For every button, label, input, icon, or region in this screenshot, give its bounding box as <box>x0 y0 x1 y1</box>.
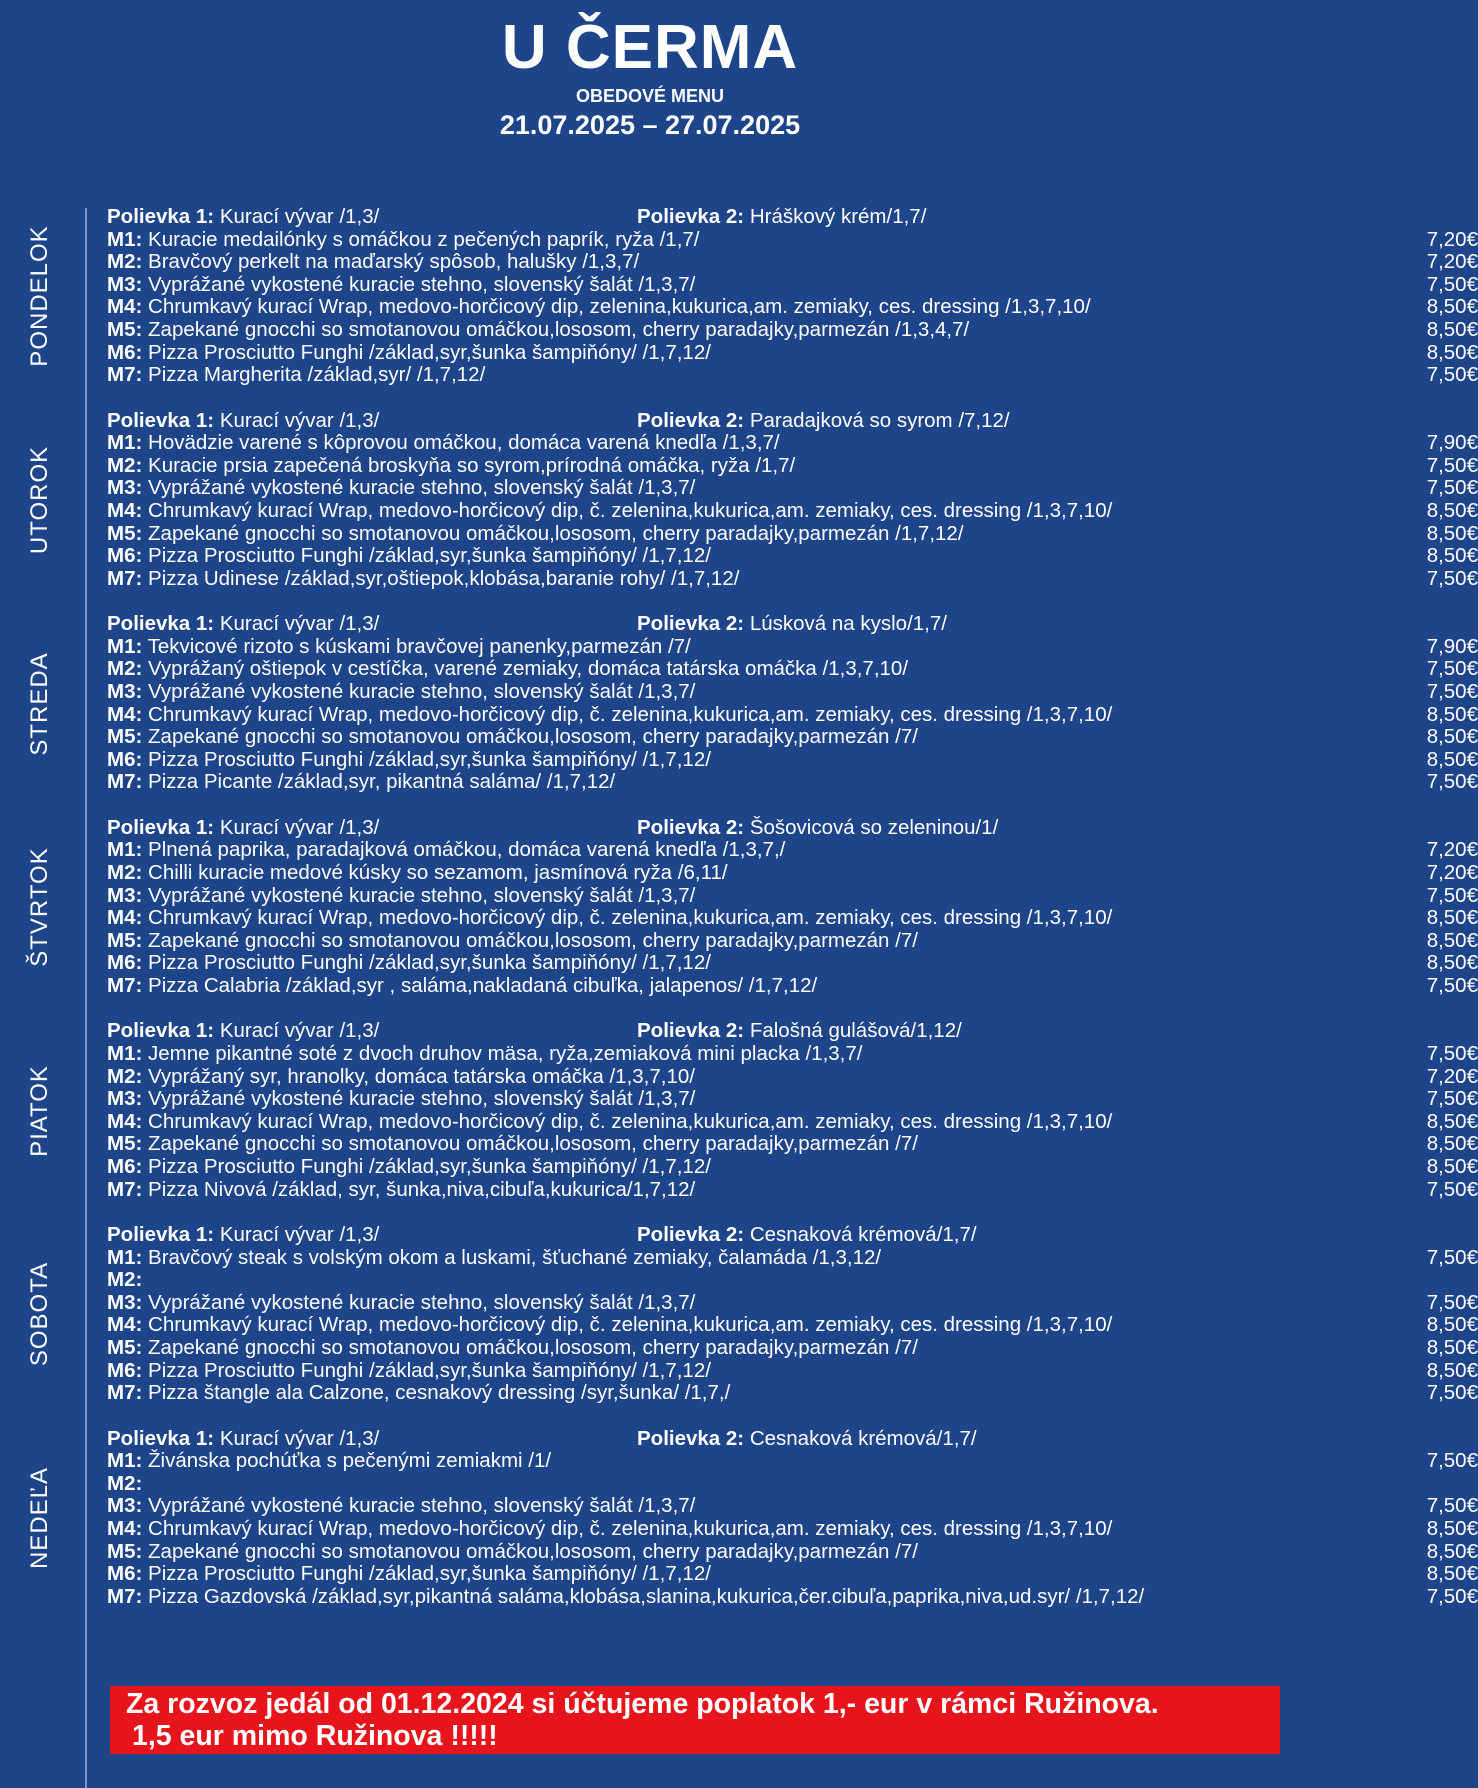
soup2-label: Polievka 2: <box>637 815 745 839</box>
item-code: M7: <box>107 566 143 590</box>
soup2-name: Paradajková so syrom /7,12/ <box>749 408 1010 432</box>
menu-item <box>107 1064 1478 1089</box>
item-code: M1: <box>107 634 143 658</box>
item-code: M5: <box>107 725 143 749</box>
menu-item <box>107 725 1478 749</box>
item-code: M1: <box>107 1245 143 1269</box>
item-price: 8,50€ <box>1426 1132 1478 1156</box>
item-price: 7,50€ <box>1426 476 1478 500</box>
item-price: 8,50€ <box>1426 1516 1478 1540</box>
item-name: Bravčový perkelt na maďarský spôsob, halušky /1,3,7/ <box>148 250 640 274</box>
item-name: Vyprážané vykostené kuracie stehno, slovenský šalát /1,3,7/ <box>148 272 696 296</box>
soup2-name: Hráškový krém/1,7/ <box>749 205 927 228</box>
day-label: NEDEĽA <box>26 1466 53 1570</box>
soup2-label: Polievka 2: <box>637 1223 745 1246</box>
item-code: M2: <box>107 1064 143 1088</box>
item-code: M2: <box>107 453 143 477</box>
menu-item <box>107 1584 1478 1609</box>
item-code: M5: <box>107 1336 143 1359</box>
menu-item <box>107 498 1478 523</box>
soup1-label: Polievka 1: <box>107 612 215 636</box>
item-name: Chrumkavý kurací Wrap, medovo-horčicový dip, č. zelenina,kukurica,am. zemiaky, ces. dressing /1,3,7,10/ <box>148 1109 1113 1133</box>
menu-subtitle: OBEDOVÉ MENU <box>575 86 725 106</box>
item-name: Vyprážané vykostené kuracie stehno, slovenský šalát /1,3,7/ <box>148 883 696 907</box>
item-price: 7,20€ <box>1426 860 1478 884</box>
soup1-label: Polievka 1: <box>107 815 215 839</box>
soup2-name: Cesnaková krémová/1,7/ <box>749 1426 977 1450</box>
item-name: Zapekané gnocchi so smotanovou omáčkou,lososom, cherry paradajky,parmezán /7/ <box>148 725 918 749</box>
item-name: Jemne pikantné soté z dvoch druhov mäsa, ryža,zemiaková mini placka /1,3,7/ <box>148 1041 863 1065</box>
menu-item <box>107 702 1478 727</box>
item-price: 7,20€ <box>1426 1064 1478 1088</box>
delivery-notice <box>110 1686 1280 1754</box>
soup1-label: Polievka 1: <box>107 408 215 432</box>
soup1-name: Kurací vývar /1,3/ <box>219 408 380 432</box>
day-block <box>0 1426 1478 1609</box>
menu-item <box>107 1358 1478 1383</box>
item-code: M6: <box>107 951 143 975</box>
menu-item <box>107 1516 1478 1541</box>
soup2-label: Polievka 2: <box>637 612 745 636</box>
menu-item <box>107 634 1478 659</box>
item-code: M3: <box>107 1087 143 1111</box>
soup-row <box>107 205 927 229</box>
soup2-name: Cesnaková krémová/1,7/ <box>749 1223 977 1246</box>
soup1-name: Kurací vývar /1,3/ <box>219 205 380 228</box>
menu-item <box>107 318 1478 342</box>
item-code: M2: <box>107 1268 143 1292</box>
menu-item <box>107 1449 1478 1473</box>
menu-item <box>107 860 1478 885</box>
item-code: M4: <box>107 702 143 726</box>
menu-item <box>107 1494 1478 1518</box>
soup-row <box>107 408 1010 433</box>
item-name: Pizza Prosciutto Funghi /základ,syr,šunka šampiňóny/ /1,7,12/ <box>148 1562 711 1586</box>
day-block <box>0 1019 1478 1201</box>
item-price: 8,50€ <box>1426 521 1478 545</box>
item-price: 8,50€ <box>1426 295 1478 319</box>
item-name: Vyprážaný oštiepok v cestíčka, varené zemiaky, domáca tatárska omáčka /1,3,7,10/ <box>148 657 909 681</box>
item-code: M3: <box>107 476 143 500</box>
item-price: 7,50€ <box>1426 363 1478 387</box>
item-price: 8,50€ <box>1426 702 1478 726</box>
item-code: M2: <box>107 657 143 681</box>
item-name: Hovädzie varené s kôprovou omáčkou, domáca varená knedľa /1,3,7/ <box>148 431 780 455</box>
soup2-name: Šošovicová so zeleninou/1/ <box>749 815 999 839</box>
menu-item <box>107 431 1478 455</box>
item-name: Chilli kuracie medové kúsky so sezamom, jasmínová ryža /6,11/ <box>148 860 728 884</box>
soup2-label: Polievka 2: <box>637 205 745 228</box>
soup1-label: Polievka 1: <box>107 205 215 228</box>
item-code: M2: <box>107 1471 143 1495</box>
item-code: M6: <box>107 1562 143 1586</box>
item-name: Plnená paprika, paradajková omáčkou, domáca varená knedľa /1,3,7,/ <box>148 838 786 862</box>
item-name: Pizza Udinese /základ,syr,oštiepok,klobása,baranie rohy/ /1,7,12/ <box>148 566 740 590</box>
item-name: Vyprážané vykostené kuracie stehno, slovenský šalát /1,3,7/ <box>148 679 696 703</box>
menu-item <box>107 747 1478 772</box>
item-price: 7,50€ <box>1426 453 1478 477</box>
item-code: M5: <box>107 1539 143 1563</box>
item-code: M4: <box>107 295 143 319</box>
item-code: M1: <box>107 431 143 455</box>
item-name: Zapekané gnocchi so smotanovou omáčkou,lososom, cherry paradajky,parmezán /7/ <box>148 1132 918 1156</box>
menu-item <box>107 973 1478 998</box>
item-code: M7: <box>107 770 143 794</box>
item-price: 8,50€ <box>1426 544 1478 568</box>
soup-row <box>107 1223 977 1247</box>
menu-item <box>107 838 1478 862</box>
item-name: Pizza Prosciutto Funghi /základ,syr,šunka šampiňóny/ /1,7,12/ <box>148 544 711 568</box>
item-price: 8,50€ <box>1426 1539 1478 1563</box>
item-price: 7,50€ <box>1426 973 1478 997</box>
menu-item <box>107 1087 1478 1111</box>
item-price: 7,50€ <box>1426 1041 1478 1065</box>
item-name: Bravčový steak s volským okom a luskami, šťuchané zemiaky, čalamáda /1,3,12/ <box>148 1245 882 1269</box>
item-price: 7,50€ <box>1426 770 1478 794</box>
item-price: 7,50€ <box>1426 1381 1478 1405</box>
item-code: M2: <box>107 250 143 274</box>
menu-item <box>107 1245 1478 1270</box>
item-price: 8,50€ <box>1426 1562 1478 1586</box>
item-name: Pizza štangle ala Calzone, cesnakový dressing /syr,šunka/ /1,7,/ <box>148 1381 731 1405</box>
item-code: M1: <box>107 1041 143 1065</box>
item-price: 7,50€ <box>1426 1245 1478 1269</box>
day-label: STREDA <box>26 651 53 756</box>
item-name: Pizza Calabria /základ,syr , saláma,nakladaná cibuľka, jalapenos/ /1,7,12/ <box>148 973 818 997</box>
item-price: 7,50€ <box>1426 1584 1478 1608</box>
item-name: Chrumkavý kurací Wrap, medovo-horčicový dip, č. zelenina,kukurica,am. zemiaky, ces. dressing /1,3,7,10/ <box>148 702 1113 726</box>
menu-item <box>107 1539 1478 1564</box>
item-name: Tekvicové rizoto s kúskami bravčovej panenky,parmezán /7/ <box>147 634 691 658</box>
item-price: 7,50€ <box>1426 1290 1478 1314</box>
soup1-name: Kurací vývar /1,3/ <box>219 815 380 839</box>
item-code: M6: <box>107 544 143 568</box>
soup1-label: Polievka 1: <box>107 1223 215 1246</box>
soup1-label: Polievka 1: <box>107 1019 215 1043</box>
item-price: 7,50€ <box>1426 883 1478 907</box>
item-price: 7,50€ <box>1426 566 1478 590</box>
item-code: M1: <box>107 838 143 862</box>
menu-item <box>107 883 1478 908</box>
item-code: M4: <box>107 498 143 522</box>
item-price: 8,50€ <box>1426 1336 1478 1359</box>
item-code: M7: <box>107 1381 143 1405</box>
soup-row <box>107 1426 977 1451</box>
item-name: Pizza Prosciutto Funghi /základ,syr,šunka šampiňóny/ /1,7,12/ <box>148 1358 711 1382</box>
item-name: Chrumkavý kurací Wrap, medovo-horčicový dip, č. zelenina,kukurica,am. zemiaky, ces. dressing /1,3,7,10/ <box>148 1516 1113 1540</box>
restaurant-title: U ČERMA <box>501 13 799 82</box>
day-block <box>0 205 1478 387</box>
item-name: Zapekané gnocchi so smotanovou omáčkou,lososom, cherry paradajky,parmezán /7/ <box>148 1336 918 1359</box>
menu-item <box>107 906 1478 930</box>
soup2-name: Lúsková na kyslo/1,7/ <box>749 612 947 636</box>
menu-item <box>107 951 1478 975</box>
item-price: 7,90€ <box>1426 634 1478 658</box>
item-price: 8,50€ <box>1426 1358 1478 1382</box>
item-name: Pizza Prosciutto Funghi /základ,syr,šunka šampiňóny/ /1,7,12/ <box>148 1154 711 1178</box>
menu-item <box>107 544 1478 568</box>
menu-item <box>107 272 1478 297</box>
day-label: UTOROK <box>26 445 53 555</box>
menu-item <box>107 227 1478 252</box>
day-label: PONDELOK <box>26 225 53 368</box>
item-name: Pizza Nivová /základ, syr, šunka,niva,cibuľa,kukurica/1,7,12/ <box>148 1177 696 1201</box>
menu-item <box>107 295 1478 319</box>
item-code: M7: <box>107 1177 143 1201</box>
menu-item <box>107 1154 1478 1179</box>
soup-row <box>107 612 947 636</box>
menu-item <box>107 1381 1478 1405</box>
day-block <box>0 1223 1478 1405</box>
soup2-label: Polievka 2: <box>637 1019 745 1043</box>
item-price: 7,50€ <box>1426 1087 1478 1111</box>
item-price: 7,90€ <box>1426 431 1478 455</box>
item-name: Pizza Gazdovská /základ,syr,pikantná saláma,klobása,slanina,kukurica,čer.cibuľa,paprika,niva,ud.syr/ /1,7,12/ <box>148 1584 1145 1608</box>
item-code: M1: <box>107 1449 143 1473</box>
item-price: 7,50€ <box>1426 679 1478 703</box>
item-name: Chrumkavý kurací Wrap, medovo-horčicový dip, č. zelenina,kukurica,am. zemiaky, ces. dressing /1,3,7,10/ <box>148 1313 1113 1337</box>
soup1-name: Kurací vývar /1,3/ <box>219 1019 380 1043</box>
item-price: 7,20€ <box>1426 250 1478 274</box>
date-range: 21.07.2025 – 27.07.2025 <box>499 110 801 140</box>
item-name: Zapekané gnocchi so smotanovou omáčkou,lososom, cherry paradajky,parmezán /1,7,12/ <box>148 521 964 545</box>
item-name: Pizza Prosciutto Funghi /základ,syr,šunka šampiňóny/ /1,7,12/ <box>148 747 711 771</box>
soup2-label: Polievka 2: <box>637 408 745 432</box>
menu-item <box>107 1562 1478 1586</box>
item-name: Vyprážané vykostené kuracie stehno, slovenský šalát /1,3,7/ <box>148 1290 696 1314</box>
menu-item <box>107 928 1478 953</box>
day-label: ŠTVRTOK <box>26 847 53 967</box>
day-block <box>0 612 1478 794</box>
menu-item <box>107 1177 1478 1202</box>
item-price: 7,20€ <box>1426 227 1478 251</box>
item-code: M4: <box>107 906 143 930</box>
day-label: SOBOTA <box>26 1262 53 1367</box>
soup2 <box>637 817 998 840</box>
item-price: 7,20€ <box>1426 838 1478 862</box>
item-code: M6: <box>107 1154 143 1178</box>
item-code: M5: <box>107 1132 143 1156</box>
menu-item <box>107 657 1478 681</box>
soup1-label: Polievka 1: <box>107 1426 215 1450</box>
item-name: Kuracie prsia zapečená broskyňa so syrom,prírodná omáčka, ryža /1,7/ <box>148 453 796 477</box>
item-code: M5: <box>107 521 143 545</box>
item-price: 7,50€ <box>1426 657 1478 681</box>
item-code: M3: <box>107 1290 143 1314</box>
menu-item <box>107 566 1478 591</box>
item-name: Živánska pochúťka s pečenými zemiakmi /1/ <box>148 1449 552 1473</box>
menu-item <box>107 363 1478 387</box>
menu-item <box>107 1041 1478 1066</box>
menu-item <box>107 1473 142 1496</box>
item-name: Vyprážané vykostené kuracie stehno, slovenský šalát /1,3,7/ <box>148 1494 696 1518</box>
item-name: Pizza Prosciutto Funghi /základ,syr,šunka šampiňóny/ /1,7,12/ <box>148 340 711 364</box>
item-name: Chrumkavý kurací Wrap, medovo-horčicový dip, zelenina,kukurica,am. zemiaky, ces. dressing /1,3,7,10/ <box>148 295 1091 319</box>
item-price: 7,50€ <box>1426 1494 1478 1518</box>
soup2 <box>637 1020 962 1043</box>
item-code: M3: <box>107 272 143 296</box>
item-price: 8,50€ <box>1426 951 1478 975</box>
menu-item <box>107 476 1478 500</box>
day-block <box>0 815 1478 998</box>
soup2 <box>637 613 947 636</box>
item-code: M5: <box>107 928 143 952</box>
item-code: M6: <box>107 747 143 771</box>
menu-item <box>107 1109 1478 1134</box>
item-name: Zapekané gnocchi so smotanovou omáčkou,lososom, cherry paradajky,parmezán /7/ <box>148 1539 918 1563</box>
item-name: Chrumkavý kurací Wrap, medovo-horčicový dip, č. zelenina,kukurica,am. zemiaky, ces. dressing /1,3,7,10/ <box>148 498 1113 522</box>
item-price: 7,50€ <box>1426 1449 1478 1473</box>
day-block <box>0 408 1478 591</box>
delivery-notice-line1: Za rozvoz jedál od 01.12.2024 si účtujeme poplatok 1,- eur v rámci Ružinova. <box>126 1688 1159 1720</box>
item-code: M4: <box>107 1109 143 1133</box>
soup1-name: Kurací vývar /1,3/ <box>219 1426 380 1450</box>
item-name: Pizza Picante /základ,syr, pikantná saláma/ /1,7,12/ <box>148 770 616 794</box>
item-price: 8,50€ <box>1426 725 1478 749</box>
item-price: 8,50€ <box>1426 906 1478 930</box>
menu-item <box>107 453 1478 478</box>
menu-item <box>107 250 1478 274</box>
menu-item <box>107 1313 1478 1337</box>
item-name: Pizza Margherita /základ,syr/ /1,7,12/ <box>148 363 486 387</box>
item-price: 7,50€ <box>1426 1177 1478 1201</box>
item-price: 8,50€ <box>1426 747 1478 771</box>
item-code: M6: <box>107 340 143 364</box>
menu-item <box>107 1269 142 1292</box>
soup1-name: Kurací vývar /1,3/ <box>219 612 380 636</box>
soup1-name: Kurací vývar /1,3/ <box>219 1223 380 1246</box>
item-name: Zapekané gnocchi so smotanovou omáčkou,lososom, cherry paradajky,parmezán /7/ <box>148 928 918 952</box>
item-price: 8,50€ <box>1426 1109 1478 1133</box>
item-price: 8,50€ <box>1426 318 1478 341</box>
item-code: M7: <box>107 1584 143 1608</box>
day-label: PIATOK <box>26 1064 53 1157</box>
soup2-name: Falošná gulášová/1,12/ <box>749 1019 962 1043</box>
item-name: Kuracie medailónky s omáčkou z pečených paprík, ryža /1,7/ <box>148 227 700 251</box>
menu-item <box>107 1132 1478 1156</box>
menu-item <box>107 770 1478 794</box>
menu-item <box>107 1336 1478 1360</box>
item-price: 8,50€ <box>1426 928 1478 952</box>
item-name: Chrumkavý kurací Wrap, medovo-horčicový dip, č. zelenina,kukurica,am. zemiaky, ces. dressing /1,3,7,10/ <box>148 906 1113 930</box>
soup2 <box>637 1428 977 1451</box>
item-code: M6: <box>107 1358 143 1382</box>
item-name: Vyprážané vykostené kuracie stehno, slovenský šalát /1,3,7/ <box>148 476 696 500</box>
item-name: Pizza Prosciutto Funghi /základ,syr,šunka šampiňóny/ /1,7,12/ <box>148 951 711 975</box>
item-name: Vyprážaný syr, hranolky, domáca tatárska omáčka /1,3,7,10/ <box>148 1064 695 1088</box>
item-code: M3: <box>107 1494 143 1518</box>
item-price: 8,50€ <box>1426 1154 1478 1178</box>
soup-row <box>107 815 999 840</box>
item-code: M3: <box>107 679 143 703</box>
item-code: M7: <box>107 363 143 387</box>
delivery-notice-line2: 1,5 eur mimo Ružinova !!!!! <box>132 1720 498 1752</box>
item-price: 8,50€ <box>1426 1313 1478 1337</box>
item-code: M4: <box>107 1516 143 1540</box>
item-code: M3: <box>107 883 143 907</box>
menu-item <box>107 679 1478 704</box>
item-code: M1: <box>107 227 143 251</box>
item-code: M7: <box>107 973 143 997</box>
item-price: 8,50€ <box>1426 340 1478 364</box>
menu-item <box>107 340 1478 365</box>
item-price: 8,50€ <box>1426 498 1478 522</box>
item-name: Zapekané gnocchi so smotanovou omáčkou,lososom, cherry paradajky,parmezán /1,3,4,7/ <box>148 318 970 341</box>
soup2 <box>637 410 1010 433</box>
soup-row <box>107 1019 962 1043</box>
item-price: 7,50€ <box>1426 272 1478 296</box>
item-code: M2: <box>107 860 143 884</box>
soup2 <box>637 1224 977 1247</box>
item-code: M4: <box>107 1313 143 1337</box>
item-code: M5: <box>107 318 143 341</box>
menu-item <box>107 1290 1478 1315</box>
menu-item <box>107 521 1478 546</box>
item-name: Vyprážané vykostené kuracie stehno, slovenský šalát /1,3,7/ <box>148 1087 696 1111</box>
soup2 <box>637 206 926 229</box>
soup2-label: Polievka 2: <box>637 1426 745 1450</box>
